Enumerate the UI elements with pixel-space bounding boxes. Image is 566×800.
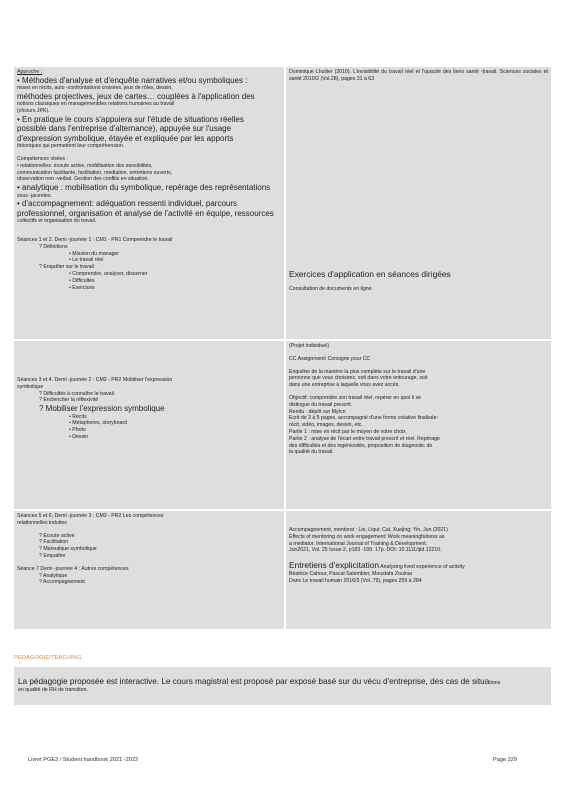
listening-item: ? Ecoute active [39, 532, 75, 539]
assignment-line-1: Enquêter de la manière la plus complète sur le travail d'une [289, 368, 426, 375]
sessions-5-6-title: Séances 5 et 6, Demi -journée 3 : CM3 - PR2 Les compétences [17, 513, 164, 519]
row-approach [14, 67, 551, 339]
skills-line-5: sous -jacentes. [17, 192, 52, 199]
skills-line-6: • d'accompagnement: adéquation ressenti individuel, parcours [17, 199, 238, 209]
investigate-sub-3: • Exercices [69, 284, 95, 291]
investigate-sub-1: • Comprendre, analyser, discerner [69, 271, 148, 277]
individual-project-label: (Projet individuel) [289, 343, 330, 349]
interviews-source: Dans Le travail humain 2016/3 (Vol. 79), pages 259 à 284 [289, 577, 422, 584]
mentoring-ref-2: Effects of mentoring on work engagement: Work meaningfulness as [289, 533, 445, 540]
written-line: Ecrit de 3 à 5 pages, accompagné d'une forme créative finalisée: [289, 415, 438, 422]
assignment-line-3: dans une entreprise à laquelle vous avez accès. [289, 382, 400, 389]
pedagogy-line-1 [18, 677, 547, 687]
sessions-5-7-cell [14, 511, 284, 629]
practice-line-3: d'expression symbolique, étayée et expliquée par les apports [17, 133, 234, 143]
methods-line-3: méthodes projectives, jeux de cartes… couplées à l'application des [17, 92, 255, 101]
pedagogy-section-label: PÉDAGOGIE/TEACHING [14, 655, 82, 661]
objective-line-2: distingue du travail prescrit. [289, 401, 353, 408]
skills-heading: Compétences visées : [17, 156, 69, 163]
deliverable-line: Rendu : dépôt sur MyIcn [289, 408, 346, 415]
practice-line-4: théoriques qui permettent leur compréhension. [17, 143, 125, 150]
definitions-item: ? Définitions [39, 243, 68, 250]
skills-line-8: collectifs et organisation du travail. [17, 218, 97, 225]
interviews-authors: Béatrice Cahour, Pascal Salembier, Moustafa Zouinar [289, 571, 413, 578]
part-2-line-3: la qualité du travail. [289, 449, 334, 456]
investigate-sub-2: • Difficultés [69, 277, 95, 284]
difficulty-item: ? Difficultés à connaître le travail [39, 390, 114, 397]
methods-line-4: notions classiques en managementdes relations humaines au travail [17, 101, 175, 108]
symbolic-sub-1: • Récits [69, 413, 87, 420]
definitions-sub-2: • Le travail réel [69, 257, 104, 264]
assignment-line-2: personne que vous choisirez, soit dans votre entourage, soit [289, 375, 428, 382]
references-cell [286, 67, 551, 339]
maieutics-item: ? Maïeutique symbolique [39, 546, 97, 553]
exercises-title: Exercices d'application en séances dirigées [289, 268, 451, 279]
assignment-cell [286, 341, 551, 509]
skills-line-4: • analytique : mobilisation du symbolique, repérage des représentations [17, 183, 271, 193]
consultation-text: Consultation de documents en ligne. [289, 285, 373, 292]
symbolic-item: ? Mobiliser l'expression symbolique [39, 404, 165, 414]
readings-cell [286, 511, 551, 629]
sessions-1-2-title: Séances 1 et 2. Demi -journée 1 : CM1 - PR1 Comprendre le travail [17, 237, 173, 244]
methods-line-2: mises en récits, auto -confrontations croisées, jeux de rôles, dessin, [17, 85, 173, 92]
symbolic-sub-2: • Métaphores, storyboard [69, 420, 128, 427]
formats-line: récit, vidéo, images, dessin, etc. [289, 422, 363, 429]
approach-heading: Approche : [17, 69, 43, 75]
sessions-3-4-cell [14, 341, 284, 509]
pedagogy-line-2: en qualité de RH de transition. [18, 686, 88, 693]
course-table [14, 67, 551, 629]
methods-line-1: • Méthodes d'analyse et d'enquête narratives et/ou symboliques : [17, 75, 248, 85]
mentoring-ref-3: a mediator. International Journal of Training & Development. [289, 540, 428, 547]
empathy-item: ? Empathie [39, 552, 66, 559]
part-2-line-1: Partie 2 : analyse de l'écart entre travail prescrit et réel. Repérage [289, 435, 440, 442]
symbolic-sub-3: • Photo [69, 427, 86, 434]
assignment-heading: CC Assignment/ Consigne pour CC [289, 355, 371, 362]
symbolic-sub-4: • Dessin [69, 433, 89, 440]
footer-page-number: Page 329 [493, 757, 517, 763]
part-1-line: Partie 1 : mise en récit par le moyen de votre choix [289, 428, 406, 435]
skills-line-1: • relationnelles: écoute active, mobilisation des sensibilités, [17, 162, 153, 169]
skills-line-2: communication facilitante, facilitation, médiation, entretiens ouverts, [17, 169, 173, 176]
objective-line-1: Objectif: comprendre son travail réel, repérer en quoi il se [289, 394, 422, 401]
analytical-item: ? Analytique [39, 572, 68, 579]
part-2-line-2: des difficultés et des ingéniosités, proposition de diagnostic de [289, 442, 433, 449]
session-7-title: Séance 7 Demi -journée 4 : Autres compétences [17, 565, 129, 572]
approach-cell [14, 67, 284, 339]
interviews-title: Entretiens d'explicitation [289, 560, 380, 571]
mentoring-ref-1: Accompagnement, mentorat : Lin, Liqui; Cai, Xuejing; Yin, Jun (2021) [289, 527, 448, 533]
row-sessions-3-4 [14, 341, 551, 509]
pedagogy-box [14, 667, 551, 705]
support-item: ? Accompagnement [39, 579, 85, 586]
interviews-subtitle: Analyzing lived experience of activity [379, 564, 465, 571]
mentoring-ref-4: Jun2021, Vol. 25 Issue 2, p183 -199. 17p. DOI: 10.1111/ijtd.12210. [289, 547, 442, 554]
sessions-3-4-title: Séances 3 et 4. Demi -journée 2 : CM2 - PR2 Mobiliser l'expression [17, 377, 173, 383]
investigate-item: ? Enquêter sur le travail [39, 264, 94, 271]
sessions-5-6-subtitle: relationnelles induites [17, 519, 67, 526]
lhuilier-reference: Dominique Lhuilier (2010). L'invisibilité du travail réel et l'opacité des liens santé -travail. Sciences sociales et santé 2010/2 (Vol.28), pages 31 à 63 [289, 69, 548, 82]
pedagogy-text: La pédagogie proposée est interactive. Le cours magistral est proposé par exposé basé sur du vécu d'entreprise, des cas de situa [18, 677, 490, 686]
skills-line-7: professionnel, organisation et analyse de l'activité en équipe, ressources [17, 208, 274, 218]
facilitation-item: ? Facilitation [39, 539, 69, 546]
practice-line-2: possible dans l'entreprise d'alternance), appuyée sur l'usage [17, 124, 232, 134]
row-sessions-5-7 [14, 511, 551, 629]
sessions-3-4-subtitle: symbolique [17, 383, 44, 390]
definitions-sub-1: • Mission du manager [69, 250, 119, 257]
skills-line-3: observation non -verbal. Gestion des conflits en situation. [17, 176, 149, 183]
methods-line-5: (cfcours JPK). [17, 108, 50, 115]
footer-handbook: Livret PGE3 / Student handbook 2021 -2022 [28, 757, 139, 763]
reflexivity-item: ? Enclencher la réflexivité [39, 397, 99, 404]
pedagogy-overlay: tions [489, 680, 501, 686]
practice-line-1: • En pratique le cours s'appuiera sur l'étude de situations réelles [17, 115, 244, 124]
interviews-heading [289, 560, 548, 571]
